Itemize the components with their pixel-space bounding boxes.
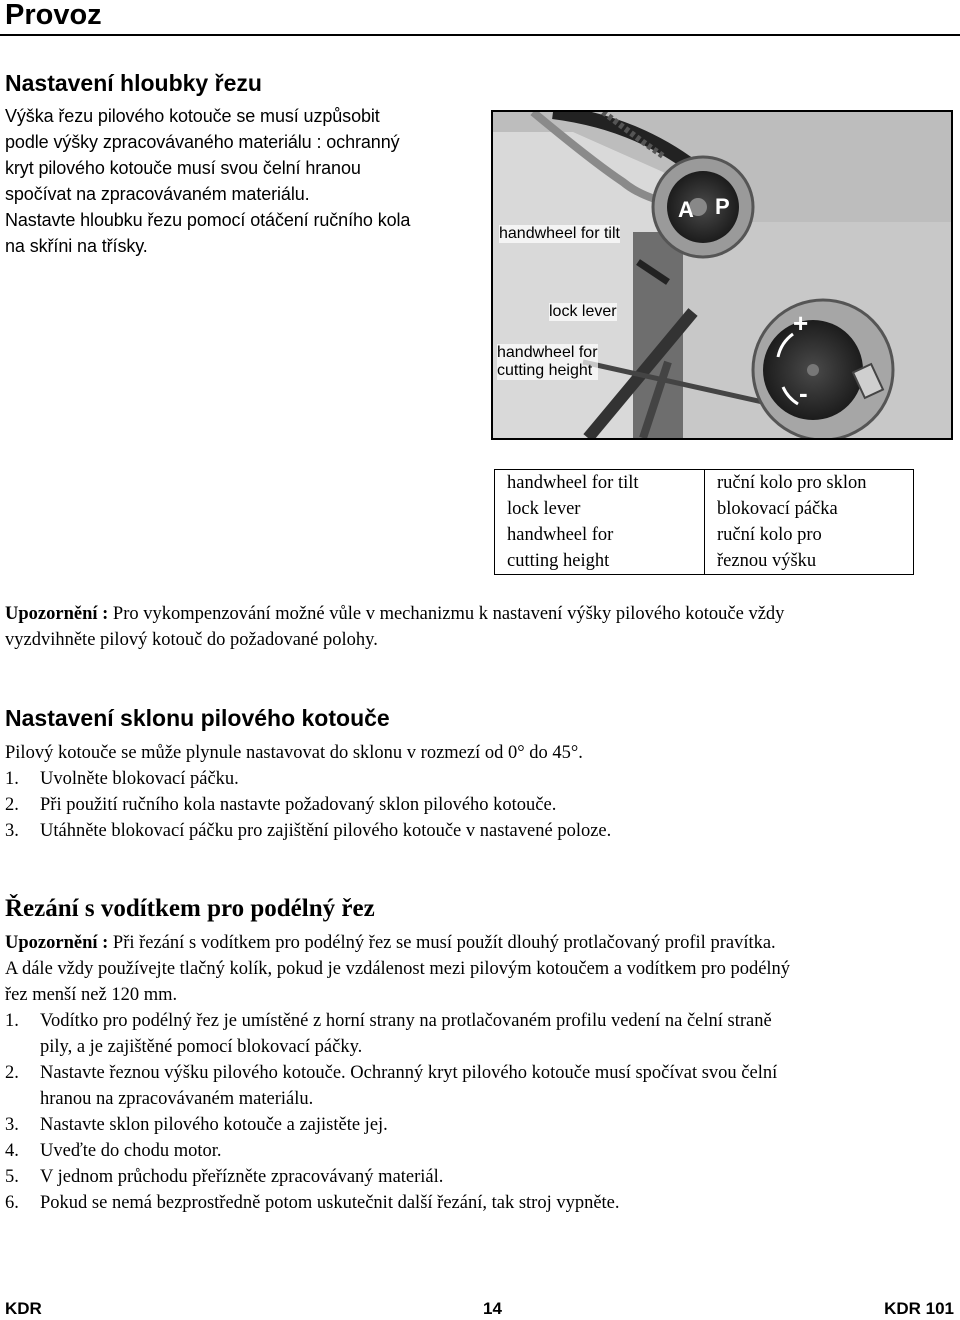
step-text: V jednom průchodu přeřízněte zpracovávaný materiál. xyxy=(40,1167,444,1187)
warning-label: Upozornění : xyxy=(5,933,109,953)
warning-text: Při řezání s vodítkem pro podélný řez se musí použít dlouhý protlačovaný profil pravítka. xyxy=(108,933,776,953)
body-line: kryt pilového kotouče musí svou čelní hranou xyxy=(5,158,361,178)
step-number: 5. xyxy=(5,1167,19,1187)
table-row xyxy=(495,548,914,575)
legend-cs: ruční kolo pro sklon xyxy=(705,470,914,497)
step-text: Utáhněte blokovací páčku pro zajištění pilového kotouče v nastavené poloze. xyxy=(40,821,612,841)
photo-label-height xyxy=(497,344,598,380)
tilt-steps-list xyxy=(5,766,955,844)
photo-label-height-line: handwheel for xyxy=(497,344,598,361)
table-row xyxy=(495,522,914,548)
saw-photo xyxy=(491,110,953,440)
warning-line: vyzdvihněte pilový kotouč do požadované polohy. xyxy=(5,630,378,650)
list-item xyxy=(5,1060,955,1112)
step-text-cont: hranou na zpracovávaném materiálu. xyxy=(40,1089,314,1109)
step-number: 3. xyxy=(5,1115,19,1135)
step-text: Pokud se nemá bezprostředně potom uskutečnit další řezání, tak stroj vypněte. xyxy=(40,1193,620,1213)
step-number: 1. xyxy=(5,1011,19,1031)
photo-label-lock: lock lever xyxy=(549,303,617,320)
warning-label: Upozornění : xyxy=(5,604,109,624)
list-item xyxy=(5,818,955,844)
list-item xyxy=(5,1008,955,1060)
section-tilt-intro: Pilový kotouče se může plynule nastavovat do sklonu v rozmezí od 0° do 45°. xyxy=(5,743,583,763)
step-text: Nastavte sklon pilového kotouče a zajistěte jej. xyxy=(40,1115,388,1135)
body-line: na skříni na třísky. xyxy=(5,236,148,256)
legend-en: handwheel for xyxy=(495,522,705,548)
step-text: Uveďte do chodu motor. xyxy=(40,1141,222,1161)
step-text: Při použití ručního kola nastavte požadovaný sklon pilového kotouče. xyxy=(40,795,557,815)
legend-en: lock lever xyxy=(495,496,705,522)
list-item xyxy=(5,1190,955,1216)
step-number: 4. xyxy=(5,1141,19,1161)
section-depth-body xyxy=(5,103,485,259)
step-number: 3. xyxy=(5,821,19,841)
section-rip-intro xyxy=(5,930,955,1008)
section-heading-depth: Nastavení hloubky řezu xyxy=(5,70,262,96)
title-rule xyxy=(0,34,960,36)
list-item xyxy=(5,766,955,792)
saw-photo-drawing xyxy=(493,112,951,438)
warning-line xyxy=(5,601,955,627)
list-item xyxy=(5,792,955,818)
table-row xyxy=(495,470,914,497)
step-number: 1. xyxy=(5,769,19,789)
step-number: 6. xyxy=(5,1193,19,1213)
body-line: spočívat na zpracovávaném materiálu. xyxy=(5,184,310,204)
warning-text: Pro vykompenzování možné vůle v mechanizmu k nastavení výšky pilového kotouče vždy xyxy=(108,604,785,624)
body-line: Výška řezu pilového kotouče se musí uzpůsobit xyxy=(5,106,380,126)
list-item xyxy=(5,1138,955,1164)
rip-steps-list xyxy=(5,1008,955,1216)
legend-cs: blokovací páčka xyxy=(705,496,914,522)
footer-left: KDR xyxy=(5,1299,42,1318)
step-number: 2. xyxy=(5,1063,19,1083)
dial-plus: + xyxy=(793,308,809,338)
photo-label-tilt: handwheel for tilt xyxy=(499,225,620,242)
step-text: Uvolněte blokovací páčku. xyxy=(40,769,239,789)
dial-minus: - xyxy=(799,378,808,408)
step-text: Nastavte řeznou výšku pilového kotouče. Ochranný kryt pilového kotouče musí spočívat svou čelní xyxy=(40,1063,778,1083)
step-text-cont: pily, a je zajištěné pomocí blokovací páčky. xyxy=(40,1037,363,1057)
warning-line xyxy=(5,930,955,956)
step-number: 2. xyxy=(5,795,19,815)
legend-cs: řeznou výšku xyxy=(705,548,914,575)
dial-letter-a: A xyxy=(678,197,694,222)
page-title: Provoz xyxy=(5,0,102,31)
list-item xyxy=(5,1164,955,1190)
note-line: řez menší než 120 mm. xyxy=(5,985,178,1005)
step-text: Vodítko pro podélný řez je umístěné z horní strany na protlačovaném profilu vedení na čelní straně xyxy=(40,1011,772,1031)
note-line: A dále vždy používejte tlačný kolík, pokud je vzdálenost mezi pilovým kotoučem a vodítkem pro podélný xyxy=(5,959,791,979)
table-row xyxy=(495,496,914,522)
section-heading-rip: Řezání s vodítkem pro podélný řez xyxy=(5,895,375,922)
photo-label-height-line: cutting height xyxy=(497,362,593,379)
list-item xyxy=(5,1112,955,1138)
legend-en: handwheel for tilt xyxy=(495,470,705,497)
warning-paragraph-1 xyxy=(5,601,955,653)
body-line: podle výšky zpracovávaného materiálu : ochranný xyxy=(5,132,400,152)
footer-right: KDR 101 xyxy=(884,1299,954,1318)
legend-cs: ruční kolo pro xyxy=(705,522,914,548)
body-line: Nastavte hloubku řezu pomocí otáčení ručního kola xyxy=(5,210,411,230)
legend-table xyxy=(494,469,914,575)
dial-letter-p: P xyxy=(715,194,730,219)
footer-page-number: 14 xyxy=(483,1299,502,1318)
legend-en: cutting height xyxy=(495,548,705,575)
section-heading-tilt: Nastavení sklonu pilového kotouče xyxy=(5,705,390,731)
